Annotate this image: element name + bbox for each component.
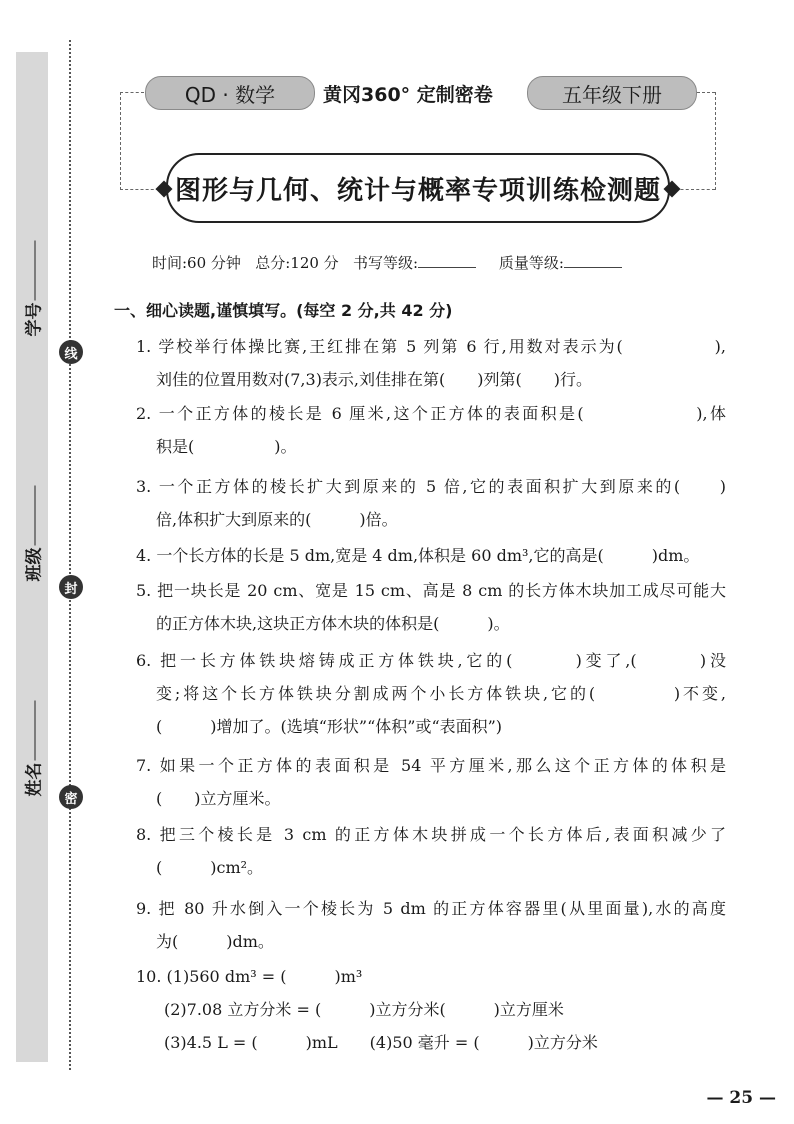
question-line: 积是( )。 <box>156 437 297 456</box>
question-line: 9. 把 80 升水倒入一个棱长为 5 dm 的正方体容器里(从里面量),水的高度 <box>136 899 726 918</box>
question-3 <box>136 470 726 536</box>
question-8 <box>136 818 726 884</box>
student-id-blank[interactable] <box>34 241 35 301</box>
cut-line <box>69 40 71 1070</box>
class-blank[interactable] <box>34 486 35 546</box>
brand-text: 黄冈360° 定制密卷 <box>323 84 493 106</box>
writing-grade-blank[interactable] <box>418 267 476 268</box>
question-7 <box>136 749 726 815</box>
page-title: 图形与几何、统计与概率专项训练检测题 <box>166 153 670 223</box>
question-line: 2. 一个正方体的棱长是 6 厘米,这个正方体的表面积是( ),体 <box>136 404 726 423</box>
score-info: 总分:120 分 <box>255 254 339 272</box>
question-4 <box>136 539 726 572</box>
question-line: 倍,体积扩大到原来的( )倍。 <box>156 510 398 529</box>
question-line: 1. 学校举行体操比赛,王红排在第 5 列第 6 行,用数对表示为( ), <box>136 337 726 356</box>
header-dash <box>120 92 144 93</box>
question-line: 4. 一个长方体的长是 5 dm,宽是 4 dm,体积是 60 dm³,它的高是( )dm。 <box>136 546 700 565</box>
class-label: 班级 <box>24 547 45 582</box>
section-heading: 一、细心读题,谨慎填写。(每空 2 分,共 42 分) <box>114 301 453 320</box>
question-line: 变;将这个长方体铁块分割成两个小长方体铁块,它的( )不变, <box>156 684 726 703</box>
question-2 <box>136 397 726 463</box>
question-line: 3. 一个正方体的棱长扩大到原来的 5 倍,它的表面积扩大到原来的( ) <box>136 477 726 496</box>
question-line: 为( )dm。 <box>156 932 274 951</box>
time-info: 时间:60 分钟 <box>152 254 241 272</box>
question-line: ( )cm²。 <box>156 858 264 877</box>
question-line: (2)7.08 立方分米 = ( )立方分米( )立方厘米 <box>164 1000 564 1019</box>
question-line: ( )增加了。(选填“形状”“体积”或“表面积”) <box>156 717 503 736</box>
question-line: ( )立方厘米。 <box>156 789 281 808</box>
question-line: 10. (1)560 dm³ = ( )m³ <box>136 967 363 986</box>
seal-mark-line: 线 <box>59 340 83 364</box>
question-1 <box>136 330 726 396</box>
header-dash <box>697 92 715 93</box>
question-10 <box>136 960 726 1059</box>
student-id-label: 学号 <box>24 302 45 337</box>
class-field[interactable] <box>20 534 45 582</box>
question-line: 的正方体木块,这块正方体木块的体积是( )。 <box>156 614 510 633</box>
question-line: 5. 把一块长是 20 cm、宽是 15 cm、高是 8 cm 的长方体木块加工成尽可能大 <box>136 581 726 600</box>
grade-pill: 五年级下册 <box>527 76 697 110</box>
header-dash <box>715 92 716 190</box>
name-blank[interactable] <box>34 701 35 761</box>
quality-grade-blank[interactable] <box>564 267 622 268</box>
student-id-field[interactable] <box>20 289 45 337</box>
exam-meta <box>152 252 640 273</box>
writing-grade-label: 书写等级: <box>353 254 419 272</box>
seal-mark-seal: 封 <box>59 575 83 599</box>
question-line: 刘佳的位置用数对(7,3)表示,刘佳排在第( )列第( )行。 <box>156 370 592 389</box>
question-line: (3)4.5 L = ( )mL (4)50 毫升 = ( )立方分米 <box>164 1033 598 1052</box>
subject-pill: QD · 数学 <box>145 76 315 110</box>
name-label: 姓名 <box>24 762 45 797</box>
question-5 <box>136 574 726 640</box>
seal-mark-secret: 密 <box>59 785 83 809</box>
question-line: 7. 如果一个正方体的表面积是 54 平方厘米,那么这个正方体的体积是 <box>136 756 726 775</box>
question-line: 8. 把三个棱长是 3 cm 的正方体木块拼成一个长方体后,表面积减少了 <box>136 825 726 844</box>
question-6 <box>136 644 726 743</box>
name-field[interactable] <box>20 749 45 797</box>
page-number: — 25 — <box>706 1088 776 1108</box>
question-9 <box>136 892 726 958</box>
quality-grade-label: 质量等级: <box>498 254 564 272</box>
question-line: 6. 把一长方体铁块熔铸成正方体铁块,它的( )变了,( )没 <box>136 651 726 670</box>
header-dash <box>120 92 121 190</box>
